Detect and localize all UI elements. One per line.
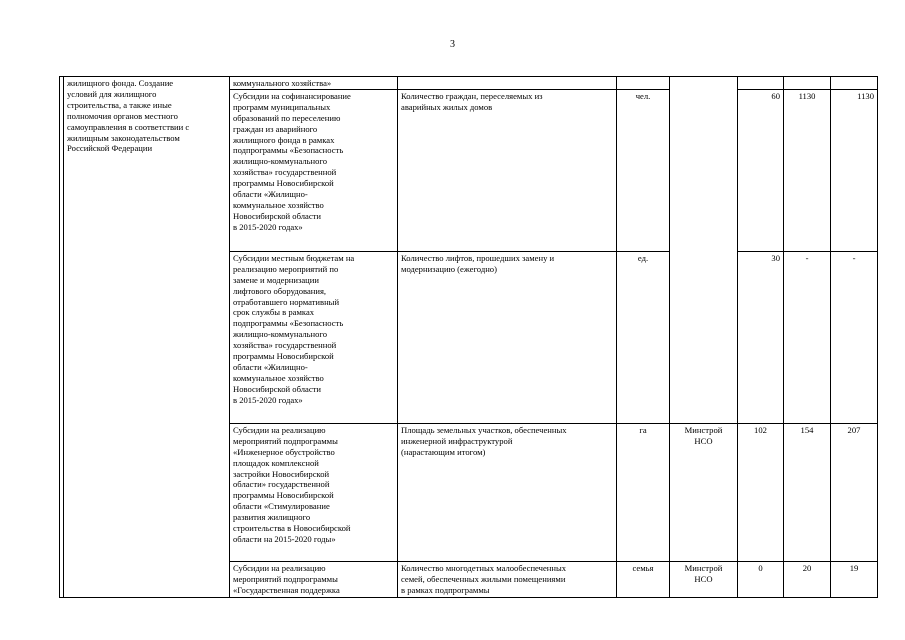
unit-cell bbox=[617, 77, 670, 90]
measure-cell: коммунального хозяйства» bbox=[230, 77, 398, 90]
value-cell-year-3: 1130 bbox=[831, 89, 878, 251]
indicator-cell: Количество многодетных малообеспеченных семей, обеспеченных жилыми помещениями в рамках подпрограммы bbox=[398, 561, 617, 597]
value-cell-year-2: 20 bbox=[784, 561, 831, 597]
table-row bbox=[60, 77, 878, 90]
measure-cell: Субсидии на реализацию мероприятий подпрограммы «Государственная поддержка bbox=[230, 561, 398, 597]
value-cell-year-3: - bbox=[831, 251, 878, 423]
value-cell-year-2: 154 bbox=[784, 423, 831, 561]
indicator-cell: Количество граждан, переселяемых из аварийных жилых домов bbox=[398, 89, 617, 251]
value-cell-year-1 bbox=[738, 77, 784, 90]
executor-cell: Минстрой НСО bbox=[670, 423, 738, 561]
value-cell-year-3: 19 bbox=[831, 561, 878, 597]
unit-cell: га bbox=[617, 423, 670, 561]
value-cell-year-1: 60 bbox=[738, 89, 784, 251]
value-cell-year-1: 30 bbox=[738, 251, 784, 423]
value-cell-year-3: 207 bbox=[831, 423, 878, 561]
unit-cell: ед. bbox=[617, 251, 670, 423]
page-number: 3 bbox=[450, 39, 455, 50]
measure-cell: Субсидии на софинансирование программ муниципальных образований по переселению граждан из аварийного жилищного фонда в рамках подпрограммы «Безопасность жилищно-коммунального хозяйства» государственной программы Новосибирской области «Жилищно- коммунальное хозяйство Новосибирской области в 2015-2020 годах» bbox=[230, 89, 398, 251]
value-cell-year-2: 1130 bbox=[784, 89, 831, 251]
indicator-cell: Количество лифтов, прошедших замену и модернизацию (ежегодно) bbox=[398, 251, 617, 423]
unit-cell: чел. bbox=[617, 89, 670, 251]
value-cell-year-1: 102 bbox=[738, 423, 784, 561]
unit-cell: семья bbox=[617, 561, 670, 597]
value-cell-year-2: - bbox=[784, 251, 831, 423]
value-cell-year-2 bbox=[784, 77, 831, 90]
indicator-cell bbox=[398, 77, 617, 90]
indicator-cell: Площадь земельных участков, обеспеченных инженерной инфраструктурой (нарастающим итогом) bbox=[398, 423, 617, 561]
value-cell-year-3 bbox=[831, 77, 878, 90]
targets-table bbox=[59, 76, 878, 598]
measure-cell: Субсидии местным бюджетам на реализацию мероприятий по замене и модернизации лифтового оборудования, отработавшего нормативный срок службы в рамках подпрограммы «Безопасность жилищно-коммунального хозяйства» государственной программы Новосибирской области «Жилищно- коммунальное хозяйство Новосибирской области в 2015-2020 годах» bbox=[230, 251, 398, 423]
goal-cell: жилищного фонда. Создание условий для жилищного строительства, а также иные полномочия органов местного самоуправления в соответствии с жилищным законодательством Российской Федерации bbox=[64, 77, 230, 598]
executor-cell bbox=[670, 77, 738, 424]
executor-cell: Минстрой НСО bbox=[670, 561, 738, 597]
value-cell-year-1: 0 bbox=[738, 561, 784, 597]
measure-cell: Субсидии на реализацию мероприятий подпрограммы «Инженерное обустройство площадок комплексной застройки Новосибирской области» государственной программы Новосибирской области «Стимулирование развития жилищного строительства в Новосибирской области на 2015-2020 годы» bbox=[230, 423, 398, 561]
